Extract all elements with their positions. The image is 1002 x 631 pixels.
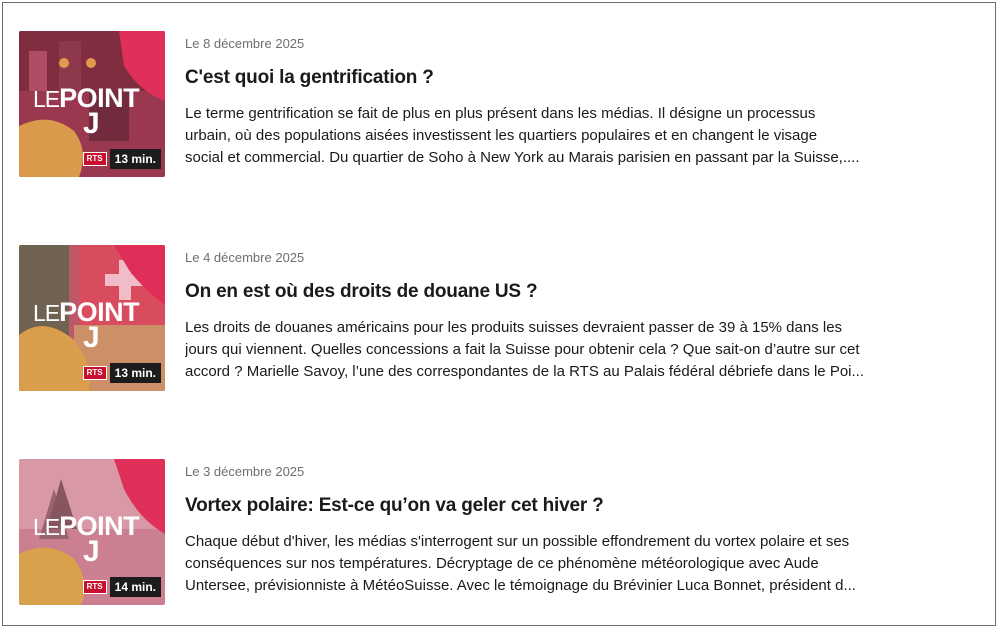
episode-item[interactable]: [19, 459, 979, 605]
rts-logo: RTS: [83, 580, 107, 594]
episode-thumbnail[interactable]: [19, 459, 165, 605]
episode-description: [185, 531, 945, 594]
description-line: urbain, où des populations aisées investissent les quartiers populaires et en changent le visage: [185, 127, 818, 144]
episode-title[interactable]: C'est quoi la gentrification ?: [185, 67, 434, 88]
episode-list: [2, 2, 996, 626]
episode-description: [185, 103, 945, 166]
episode-date: Le 3 décembre 2025: [185, 464, 305, 479]
description-line: social et commercial. Du quartier de Soho à New York au Marais parisien en passant par la Suisse,....: [185, 149, 860, 166]
le-point-j-logo: LEPOINT J: [33, 83, 140, 140]
episode-title[interactable]: On en est où des droits de douane US ?: [185, 281, 538, 302]
episode-thumbnail[interactable]: [19, 31, 165, 177]
duration-badge: [83, 363, 161, 383]
episode-date: Le 8 décembre 2025: [185, 36, 305, 51]
duration-label: 14 min.: [110, 577, 161, 597]
le-point-j-logo: LEPOINT J: [33, 297, 140, 354]
rts-logo: RTS: [83, 152, 107, 166]
description-line: accord ? Marielle Savoy, l’une des correspondantes de la RTS au Palais fédéral débriefe dans le Poi...: [185, 363, 864, 380]
episode-title[interactable]: Vortex polaire: Est-ce qu’on va geler cet hiver ?: [185, 495, 604, 516]
description-line: jours qui viennent. Quelles concessions a fait la Suisse pour obtenir cela ? Que sait-on d’autre sur cet: [185, 341, 860, 358]
episode-description: [185, 317, 945, 380]
duration-label: 13 min.: [110, 149, 161, 169]
le-point-j-logo: LEPOINT J: [33, 511, 140, 568]
episode-thumbnail[interactable]: [19, 245, 165, 391]
description-line: conséquences sur nos températures. Décryptage de ce phénomène météorologique avec Aude: [185, 555, 819, 572]
duration-badge: [83, 149, 161, 169]
episode-date: Le 4 décembre 2025: [185, 250, 305, 265]
episode-item[interactable]: [19, 245, 979, 391]
description-line: Les droits de douanes américains pour les produits suisses devraient passer de 39 à 15% dans les: [185, 319, 843, 336]
description-line: Chaque début d'hiver, les médias s'interrogent sur un possible effondrement du vortex polaire et ses: [185, 533, 850, 550]
rts-logo: RTS: [83, 366, 107, 380]
description-line: Le terme gentrification se fait de plus en plus présent dans les médias. Il désigne un processus: [185, 105, 816, 122]
description-line: Untersee, prévisionniste à MétéoSuisse. Avec le témoignage du Brévinier Luca Bonnet, président d...: [185, 577, 856, 594]
duration-badge: [83, 577, 161, 597]
duration-label: 13 min.: [110, 363, 161, 383]
episode-item[interactable]: [19, 31, 979, 177]
